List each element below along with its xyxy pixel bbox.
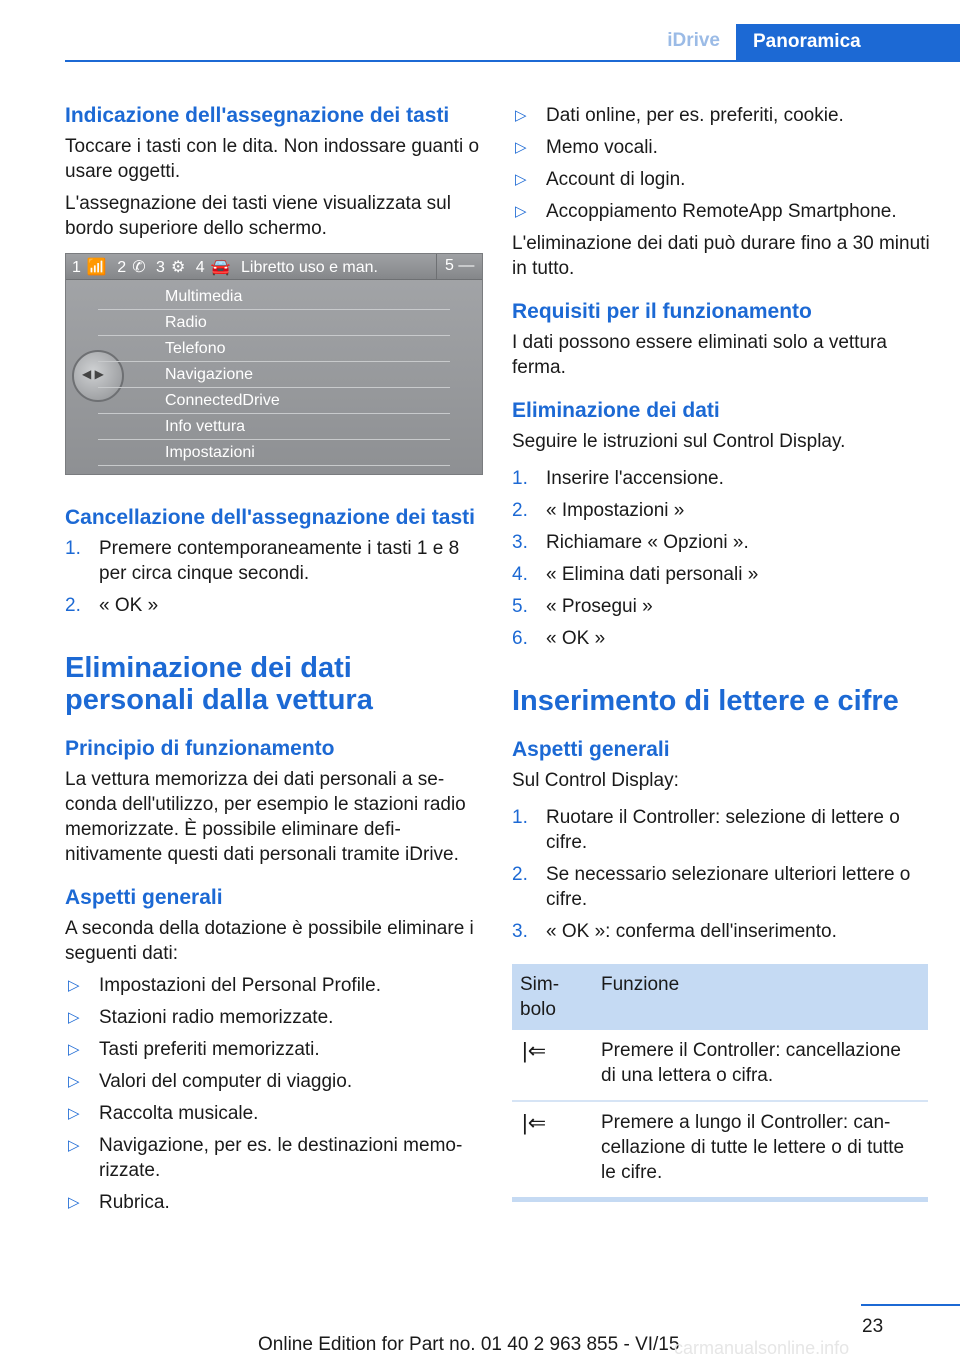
triangle-bullet-icon: ▷: [68, 1073, 80, 1090]
table-cell-symbol: [512, 1030, 593, 1101]
list-item: ▷ Account di login.: [515, 169, 686, 190]
list-item: ▷ Tasti preferiti memorizzati.: [68, 1039, 320, 1060]
page-number: 23: [862, 1316, 884, 1337]
left-column: [65, 103, 483, 1222]
list-item: ▷ Dati online, per es. preferiti, cookie.: [515, 105, 844, 126]
symbol-function-table: [512, 964, 928, 1202]
triangle-bullet-icon: ▷: [68, 1194, 80, 1211]
triangle-bullet-icon: ▷: [515, 139, 527, 156]
list-item: 1. Inserire l'accensione.: [512, 468, 724, 489]
list-item: 3. Richiamare « Opzioni ».: [512, 532, 749, 553]
gear-icon: ⚙: [170, 259, 186, 276]
heading-elimination: Eliminazione dei dati: [512, 399, 720, 422]
favorite-key-tabs: [72, 257, 384, 277]
triangle-bullet-icon: ▷: [68, 977, 80, 994]
display-topbar: [66, 254, 482, 280]
phone-icon: ✆: [132, 259, 146, 276]
input-steps-list: [512, 805, 930, 944]
cancel-steps-list: [65, 536, 483, 618]
footer-rule: [861, 1304, 960, 1306]
edition-text: Online Edition for Part no. 01 40 2 963 855 - VI/15: [258, 1334, 680, 1355]
list-item: 2. Se necessario selezionare ulteriori lettere o cifre.: [512, 864, 911, 910]
table-header-function: Funzione: [593, 964, 928, 1030]
page-header: [0, 24, 960, 62]
heading-input-letters-digits: Inserimento di lettere e cifre: [512, 685, 899, 717]
table-cell-function: Premere il Controller: cancellazione di una lettera o cifra.: [593, 1030, 928, 1101]
heading-principle: Principio di funzionamento: [65, 737, 335, 760]
heading-general-2: Aspetti generali: [512, 738, 670, 761]
backspace-icon: |⇐: [522, 1110, 547, 1135]
list-item: ▷ Navigazione, per es. le destinazioni memorizzate.: [68, 1135, 463, 1181]
menu-item-telefono: Telefono: [98, 336, 450, 362]
list-item: 4. « Elimina dati personali »: [512, 564, 759, 585]
table-header-row: [512, 964, 928, 1030]
paragraph-principle: La vettura memorizza dei dati personali a seconda dell'utilizzo, per esempio le stazioni radio memorizzate. È possibile eliminare definitivamente questi dati personali tramite iDrive.: [65, 769, 466, 865]
deletable-data-list: [65, 973, 483, 1215]
menu-item-radio: Radio: [98, 310, 450, 336]
triangle-bullet-icon: ▷: [515, 203, 527, 220]
table-header-symbol: Simbolo: [512, 964, 593, 1030]
table-cell-symbol: [512, 1101, 593, 1200]
fav-tab-3: 3: [156, 259, 165, 276]
heading-cancel-assignment: Cancellazione dell'assegnazione dei tasti: [65, 506, 475, 529]
menu-item-connecteddrive: ConnectedDrive: [98, 388, 450, 414]
right-column: [512, 103, 930, 1202]
list-item: 2. « Impostazioni »: [512, 500, 685, 521]
list-item: ▷ Impostazioni del Personal Profile.: [68, 975, 381, 996]
list-item: ▷ Accoppiamento RemoteApp Smartphone.: [515, 201, 897, 222]
list-item: 3. « OK »: conferma dell'inserimento.: [512, 921, 837, 942]
heading-delete-personal-data: Eliminazione dei dati personali dalla vettura: [65, 652, 373, 716]
table-cell-function: Premere a lungo il Controller: cancellazione di tutte le lettere o di tutte le cifre.: [593, 1101, 928, 1200]
paragraph-duration: L'eliminazione dei dati può durare fino a 30 minuti in tutto.: [512, 233, 930, 279]
table-row: [512, 1101, 928, 1200]
triangle-bullet-icon: ▷: [68, 1041, 80, 1058]
list-item: 1. Premere contemporaneamente i tasti 1 e 8 per circa cinque secondi.: [65, 538, 460, 584]
triangle-bullet-icon: ▷: [68, 1137, 80, 1154]
list-item: ▷ Memo vocali.: [515, 137, 658, 158]
list-item: 1. Ruotare il Controller: selezione di lettere o cifre.: [512, 807, 900, 853]
header-rule: [65, 60, 960, 62]
fav-tab-4: 4: [195, 259, 205, 276]
heading-general: Aspetti generali: [65, 886, 223, 909]
watermark: carmanualsonline.info: [674, 1338, 850, 1358]
list-item: 2. « OK »: [65, 595, 159, 616]
menu-item-impostazioni: Impostazioni: [98, 440, 450, 466]
triangle-bullet-icon: ▷: [68, 1105, 80, 1122]
triangle-bullet-icon: ▷: [515, 171, 527, 188]
deletable-data-list-continued: [512, 103, 930, 224]
car-icon: 🚘: [210, 259, 231, 276]
list-item: ▷ Valori del computer di viaggio.: [68, 1071, 353, 1092]
fav-tab-5: 5 —: [436, 254, 482, 280]
menu-item-multimedia: Multimedia: [98, 284, 450, 310]
list-item: 6. « OK »: [512, 628, 606, 649]
paragraph-general: A seconda della dotazione è possibile eliminare i seguenti dati:: [65, 918, 474, 964]
list-item: ▷ Rubrica.: [68, 1192, 170, 1213]
menu-item-info-vettura: Info vettura: [98, 414, 450, 440]
triangle-bullet-icon: ▷: [68, 1009, 80, 1026]
triangle-bullet-icon: ▷: [515, 107, 527, 124]
fav-tab-1: 1: [72, 259, 81, 276]
list-item: 5. « Prosegui »: [512, 596, 653, 617]
fav-tab-2: 2: [117, 259, 127, 276]
paragraph-elimination: Seguire le istruzioni sul Control Display.: [512, 431, 846, 452]
paragraph-key-1: Toccare i tasti con le dita. Non indossare guanti o usare oggetti.: [65, 136, 480, 182]
list-item: ▷ Stazioni radio memorizzate.: [68, 1007, 334, 1028]
list-item: ▷ Raccolta musicale.: [68, 1103, 259, 1124]
paragraph-requirements: I dati possono essere eliminati solo a vettura ferma.: [512, 332, 887, 378]
menu-item-navigazione: Navigazione: [98, 362, 450, 388]
heading-key-assignment: Indicazione dell'assegnazione dei tasti: [65, 104, 450, 127]
heading-requirements: Requisiti per il funzionamento: [512, 300, 812, 323]
header-tab-label: Panoramica: [736, 24, 960, 62]
radio-icon: 📶: [86, 259, 107, 276]
table-row: [512, 1030, 928, 1101]
paragraph-general-2: Sul Control Display:: [512, 770, 679, 791]
control-display-image: [65, 253, 483, 475]
header-section-label: iDrive: [667, 30, 720, 51]
backspace-icon: |⇐: [522, 1038, 547, 1063]
display-menu: [98, 284, 450, 466]
fav-tab-4-label: Libretto uso e man.: [241, 259, 378, 276]
elimination-steps-list: [512, 466, 930, 651]
paragraph-key-2: L'assegnazione dei tasti viene visualizzata sul bordo superiore dello schermo.: [65, 193, 451, 239]
